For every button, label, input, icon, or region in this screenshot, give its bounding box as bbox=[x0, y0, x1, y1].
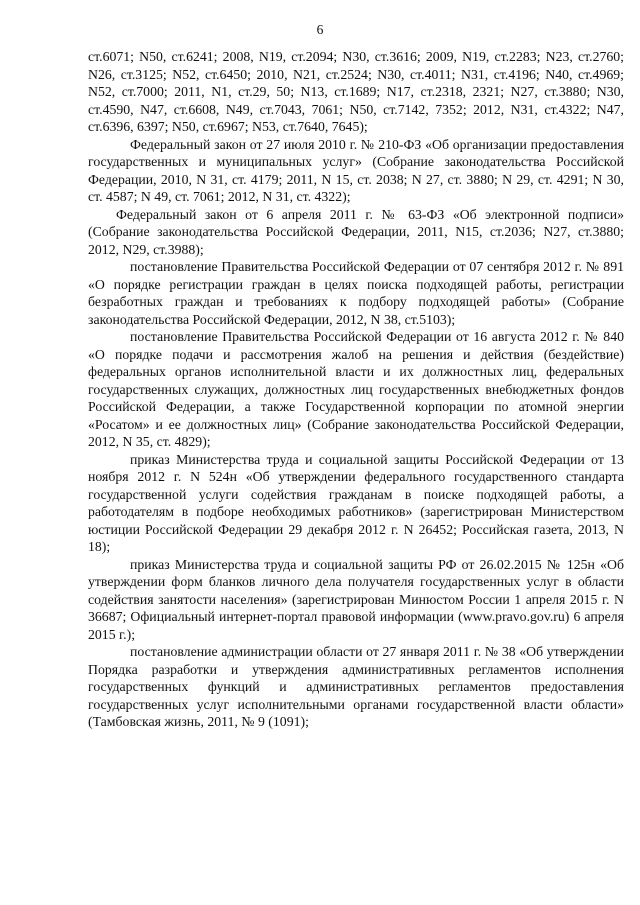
document-body bbox=[88, 48, 624, 731]
paragraph-regional-decree-38: постановление администрации области от 27 января 2011 г. № 38 «Об утверждении Порядка разработки и утверждения административных регламентов исполнения государственных функций и административных регламентов предоставления государственных услуг исполнительными органами государственной власти области» (Тамбовская жизнь, 2011, № 9 (1091); bbox=[88, 644, 624, 729]
paragraph-government-decree-840: постановление Правительства Российской Федерации от 16 августа 2012 г. № 840 «О порядке подачи и рассмотрения жалоб на решения и действия (бездействие) федеральных органов исполнительной власти и их должностных лиц, федеральных государственных служащих, должностных лиц государственных внебюджетных фондов Российской Федерации, а также Государственной корпорации по атомной энергии «Росатом» и ее должностных лиц» (Собрание законодательства Российской Федерации, 2012, N 35, ст. 4829); bbox=[88, 329, 624, 449]
page-number: 6 bbox=[316, 22, 324, 37]
paragraph-legislation-list-continued: ст.6071; N50, ст.6241; 2008, N19, ст.2094; N30, ст.3616; 2009, N19, ст.2283; N23, ст.2760; N26, ст.3125; N52, ст.6450; 2010, N21, ст.2524; N30, ст.4011; N31, ст.4196; N40, ст.4969; N52, ст.7000; 2011, N1, ст.29, 50; N13, ст.1689; N17, ст.2318, 2321; N27, ст.3880; N30, ст.4590, N47, ст.6608, N49, ст.7043, 7061; N50, ст.7142, 7352; 2012, N31, ст.4322; N47, ст.6396, 6397; N50, ст.6967; N53, ст.7640, 7645); bbox=[88, 49, 624, 134]
paragraph-federal-law-63: Федеральный закон от 6 апреля 2011 г. № 63-ФЗ «Об электронной подписи» (Собрание законодательства Российской Федерации, 2011, N15, ст.2036; N27, ст.3880; 2012, N29, ст.3988); bbox=[88, 206, 624, 257]
paragraph-government-decree-891: постановление Правительства Российской Федерации от 07 сентября 2012 г. № 891 «О порядке регистрации граждан в целях поиска подходящей работы, регистрации безработных граждан и требованиях к подбору подходящей работы» (Собрание законодательства Российской Федерации, 2012, N 38, ст.5103); bbox=[88, 259, 624, 327]
paragraph-federal-law-210: Федеральный закон от 27 июля 2010 г. № 210-ФЗ «Об организации предоставления государственных и муниципальных услуг» (Собрание законодательства Российской Федерации, 2010, N 31, ст. 4179; 2011, N 15, ст. 2038; N 27, ст. 3880; N 29, ст. 4291; N 30, ст. 4587; N 49, ст. 7061; 2012, N 31, ст. 4322); bbox=[88, 136, 624, 204]
paragraph-ministry-order-524n: приказ Министерства труда и социальной защиты Российской Федерации от 13 ноября 2012 г. N 524н «Об утверждении федерального государственного стандарта государственной услуги содействия гражданам в поиске подходящей работы, а работодателям в подборе необходимых работников» (зарегистрирован Министерством юстиции Российской Федерации 29 декабря 2012 г. N 26452; Российская газета, 2013, N 18); bbox=[88, 451, 624, 554]
paragraph-ministry-order-125n: приказ Министерства труда и социальной защиты РФ от 26.02.2015 № 125н «Об утверждении форм бланков личного дела получателя государственных услуг в области содействия занятости населения» (зарегистрирован Минюстом России 1 апреля 2015 г. N 36687; Официальный интернет-портал правовой информации (www.pravo.gov.ru) 6 апреля 2015 г.); bbox=[88, 556, 624, 642]
